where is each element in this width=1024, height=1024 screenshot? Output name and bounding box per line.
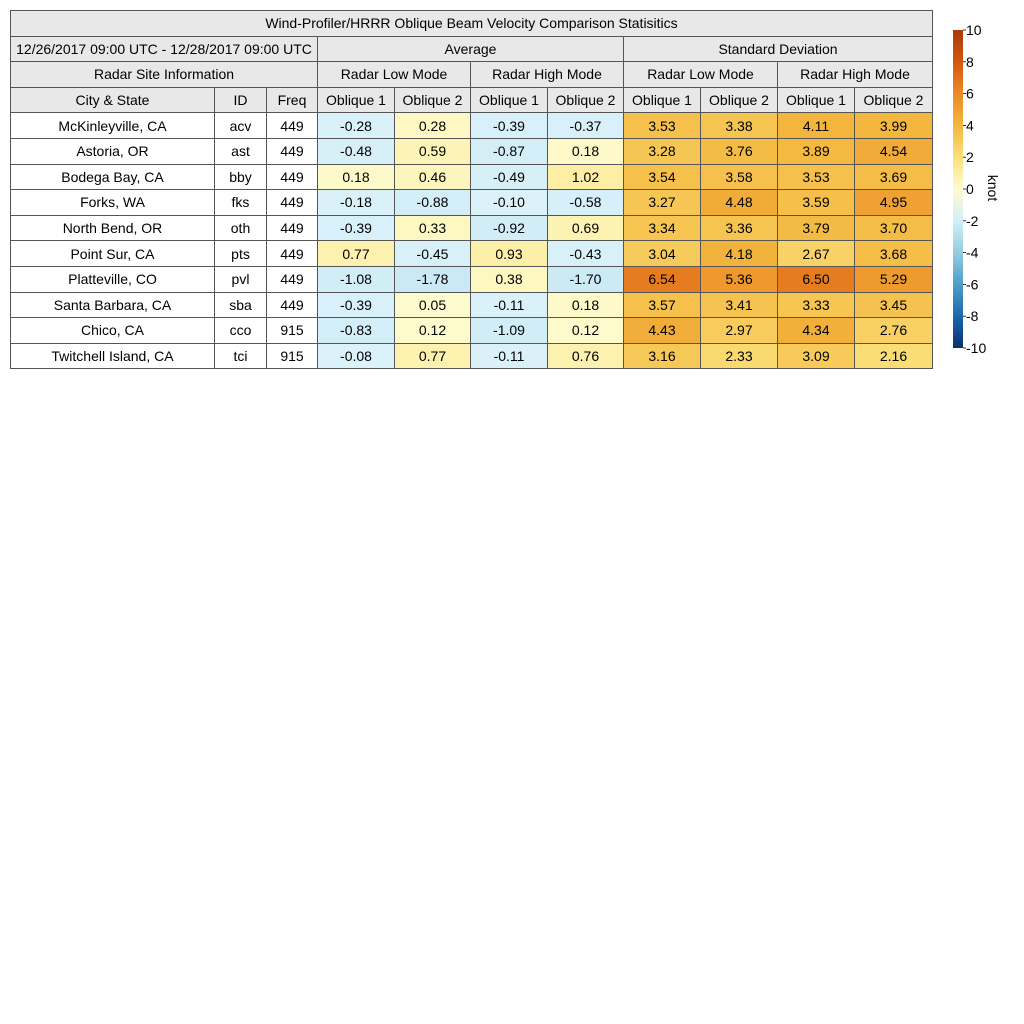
avg-high-oblique2-header: Oblique 2 <box>548 87 624 113</box>
avg-high-oblique1-cell: -0.92 <box>471 215 548 241</box>
colorbar-tick-label: -8 <box>966 308 979 325</box>
colorbar-tick-label: 10 <box>966 22 982 38</box>
site-city: Santa Barbara, CA <box>11 292 215 318</box>
sd-low-oblique1-cell: 4.43 <box>624 318 701 344</box>
avg-high-oblique1-cell: -0.11 <box>471 343 548 369</box>
avg-low-oblique2-cell: 0.33 <box>395 215 471 241</box>
colorbar-gradient <box>953 30 963 348</box>
avg-high-oblique1-cell: 0.38 <box>471 266 548 292</box>
site-freq: 449 <box>267 292 318 318</box>
sd-low-oblique1-cell: 3.27 <box>624 190 701 216</box>
colorbar-tick-label: -6 <box>966 276 979 293</box>
sd-high-oblique1-cell: 3.79 <box>778 215 855 241</box>
sd-high-oblique2-cell: 2.16 <box>855 343 933 369</box>
sd-low-oblique2-cell: 4.18 <box>701 241 778 267</box>
site-freq: 449 <box>267 266 318 292</box>
avg-high-oblique2-cell: 1.02 <box>548 164 624 190</box>
average-header: Average <box>318 36 624 62</box>
site-city: North Bend, OR <box>11 215 215 241</box>
sd-high-oblique2-cell: 4.54 <box>855 138 933 164</box>
site-id: bby <box>215 164 267 190</box>
avg-high-oblique1-cell: -0.49 <box>471 164 548 190</box>
avg-high-oblique1-cell: -1.09 <box>471 318 548 344</box>
sd-high-oblique2-cell: 3.69 <box>855 164 933 190</box>
site-city: Platteville, CO <box>11 266 215 292</box>
avg-low-oblique2-cell: 0.46 <box>395 164 471 190</box>
sd-high-oblique1-cell: 3.33 <box>778 292 855 318</box>
site-freq: 449 <box>267 215 318 241</box>
avg-low-oblique2-cell: 0.28 <box>395 113 471 139</box>
site-freq: 449 <box>267 190 318 216</box>
colorbar-tick-label: 4 <box>966 117 974 134</box>
avg-low-oblique2-cell: -0.45 <box>395 241 471 267</box>
avg-high-oblique1-cell: 0.93 <box>471 241 548 267</box>
avg-high-oblique2-cell: 0.76 <box>548 343 624 369</box>
sd-high-oblique1-cell: 4.11 <box>778 113 855 139</box>
sd-low-oblique2-cell: 2.97 <box>701 318 778 344</box>
avg-low-mode-header: Radar Low Mode <box>318 62 471 88</box>
std-dev-header: Standard Deviation <box>624 36 933 62</box>
site-id: pts <box>215 241 267 267</box>
sd-high-oblique1-cell: 3.89 <box>778 138 855 164</box>
site-city: Twitchell Island, CA <box>11 343 215 369</box>
colorbar-tick-label: 2 <box>966 149 974 166</box>
sd-high-oblique1-cell: 2.67 <box>778 241 855 267</box>
avg-high-oblique2-cell: -0.37 <box>548 113 624 139</box>
site-city: Point Sur, CA <box>11 241 215 267</box>
colorbar-tick-label: 0 <box>966 181 974 197</box>
site-city: Chico, CA <box>11 318 215 344</box>
avg-low-oblique2-cell: 0.59 <box>395 138 471 164</box>
avg-low-oblique1-cell: -0.39 <box>318 292 395 318</box>
colorbar-tick-label: -10 <box>966 340 987 356</box>
sd-high-oblique1-cell: 6.50 <box>778 266 855 292</box>
sd-low-oblique1-cell: 3.34 <box>624 215 701 241</box>
site-freq: 915 <box>267 318 318 344</box>
sd-high-oblique2-cell: 3.68 <box>855 241 933 267</box>
sd-high-oblique2-header: Oblique 2 <box>855 87 933 113</box>
avg-low-oblique1-cell: -0.83 <box>318 318 395 344</box>
avg-low-oblique1-cell: -0.48 <box>318 138 395 164</box>
site-city: Astoria, OR <box>11 138 215 164</box>
sd-high-oblique2-cell: 3.99 <box>855 113 933 139</box>
avg-low-oblique1-cell: -0.08 <box>318 343 395 369</box>
sd-high-oblique1-cell: 4.34 <box>778 318 855 344</box>
avg-high-mode-header: Radar High Mode <box>471 62 624 88</box>
avg-low-oblique1-cell: 0.77 <box>318 241 395 267</box>
sd-low-oblique2-cell: 5.36 <box>701 266 778 292</box>
id-header: ID <box>215 87 267 113</box>
site-id: pvl <box>215 266 267 292</box>
site-id: oth <box>215 215 267 241</box>
colorbar-tick-label: 6 <box>966 85 974 102</box>
sd-low-oblique1-cell: 3.54 <box>624 164 701 190</box>
avg-high-oblique2-cell: 0.18 <box>548 292 624 318</box>
freq-header: Freq <box>267 87 318 113</box>
site-id: tci <box>215 343 267 369</box>
avg-low-oblique2-cell: 0.12 <box>395 318 471 344</box>
avg-high-oblique2-cell: -0.58 <box>548 190 624 216</box>
avg-low-oblique1-cell: -0.18 <box>318 190 395 216</box>
site-city: McKinleyville, CA <box>11 113 215 139</box>
sd-low-oblique1-cell: 3.57 <box>624 292 701 318</box>
sd-high-oblique1-cell: 3.53 <box>778 164 855 190</box>
sd-high-oblique2-cell: 4.95 <box>855 190 933 216</box>
site-id: sba <box>215 292 267 318</box>
avg-high-oblique1-cell: -0.39 <box>471 113 548 139</box>
date-range: 12/26/2017 09:00 UTC - 12/28/2017 09:00 UTC <box>11 36 318 62</box>
avg-low-oblique1-cell: 0.18 <box>318 164 395 190</box>
avg-high-oblique2-cell: -0.43 <box>548 241 624 267</box>
sd-high-oblique2-cell: 3.45 <box>855 292 933 318</box>
sd-high-oblique1-cell: 3.59 <box>778 190 855 216</box>
sd-low-oblique2-cell: 4.48 <box>701 190 778 216</box>
sd-low-oblique1-cell: 6.54 <box>624 266 701 292</box>
avg-low-oblique1-cell: -0.39 <box>318 215 395 241</box>
colorbar <box>0 0 1024 400</box>
site-freq: 449 <box>267 241 318 267</box>
avg-low-oblique1-cell: -1.08 <box>318 266 395 292</box>
sd-high-oblique2-cell: 3.70 <box>855 215 933 241</box>
sd-low-oblique2-cell: 3.76 <box>701 138 778 164</box>
site-freq: 449 <box>267 138 318 164</box>
city-state-header: City & State <box>11 87 215 113</box>
table-title: Wind-Profiler/HRRR Oblique Beam Velocity Comparison Statisitics <box>11 11 933 37</box>
sd-low-oblique2-cell: 3.58 <box>701 164 778 190</box>
sd-high-oblique2-cell: 2.76 <box>855 318 933 344</box>
sd-high-oblique1-cell: 3.09 <box>778 343 855 369</box>
avg-high-oblique2-cell: -1.70 <box>548 266 624 292</box>
avg-low-oblique2-cell: -1.78 <box>395 266 471 292</box>
sd-high-mode-header: Radar High Mode <box>778 62 933 88</box>
colorbar-tick-label: 8 <box>966 53 974 70</box>
sd-low-oblique1-cell: 3.28 <box>624 138 701 164</box>
avg-high-oblique1-header: Oblique 1 <box>471 87 548 113</box>
avg-high-oblique2-cell: 0.18 <box>548 138 624 164</box>
avg-high-oblique1-cell: -0.87 <box>471 138 548 164</box>
sd-low-oblique2-header: Oblique 2 <box>701 87 778 113</box>
site-id: fks <box>215 190 267 216</box>
sd-low-oblique2-cell: 3.41 <box>701 292 778 318</box>
sd-low-mode-header: Radar Low Mode <box>624 62 778 88</box>
sd-high-oblique1-header: Oblique 1 <box>778 87 855 113</box>
sd-low-oblique1-cell: 3.53 <box>624 113 701 139</box>
avg-high-oblique1-cell: -0.10 <box>471 190 548 216</box>
sd-low-oblique2-cell: 3.38 <box>701 113 778 139</box>
site-id: acv <box>215 113 267 139</box>
site-freq: 915 <box>267 343 318 369</box>
avg-low-oblique1-cell: -0.28 <box>318 113 395 139</box>
site-city: Bodega Bay, CA <box>11 164 215 190</box>
avg-high-oblique2-cell: 0.69 <box>548 215 624 241</box>
avg-low-oblique2-cell: -0.88 <box>395 190 471 216</box>
site-freq: 449 <box>267 113 318 139</box>
sd-low-oblique1-cell: 3.04 <box>624 241 701 267</box>
sd-low-oblique2-cell: 3.36 <box>701 215 778 241</box>
avg-low-oblique2-cell: 0.77 <box>395 343 471 369</box>
colorbar-unit-label: knot <box>985 174 1001 202</box>
site-freq: 449 <box>267 164 318 190</box>
sd-low-oblique2-cell: 2.33 <box>701 343 778 369</box>
avg-low-oblique2-header: Oblique 2 <box>395 87 471 113</box>
sd-high-oblique2-cell: 5.29 <box>855 266 933 292</box>
colorbar-tick-label: -2 <box>966 212 979 229</box>
sd-low-oblique1-header: Oblique 1 <box>624 87 701 113</box>
site-id: ast <box>215 138 267 164</box>
avg-low-oblique2-cell: 0.05 <box>395 292 471 318</box>
site-id: cco <box>215 318 267 344</box>
site-city: Forks, WA <box>11 190 215 216</box>
avg-high-oblique2-cell: 0.12 <box>548 318 624 344</box>
colorbar-tick-label: -4 <box>966 244 979 261</box>
avg-low-oblique1-header: Oblique 1 <box>318 87 395 113</box>
sd-low-oblique1-cell: 3.16 <box>624 343 701 369</box>
avg-high-oblique1-cell: -0.11 <box>471 292 548 318</box>
site-info-header: Radar Site Information <box>11 62 318 88</box>
